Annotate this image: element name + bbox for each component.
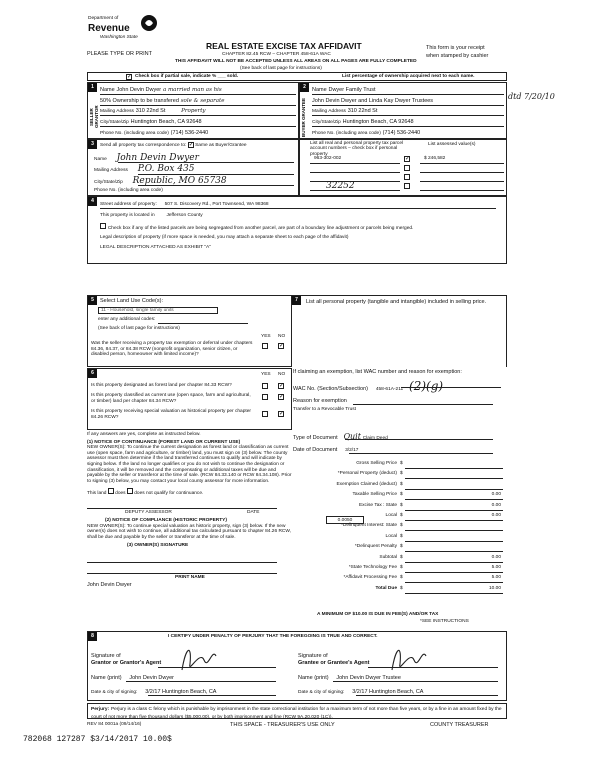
street-section	[87, 196, 507, 264]
partial-sale-checkbox[interactable]	[126, 74, 132, 80]
does-not-label: does not	[134, 490, 153, 496]
calc-label: *Delinquent Penalty	[354, 544, 397, 550]
section-badge-6: 6	[88, 369, 97, 378]
land-use-yes: YES	[261, 334, 271, 339]
buyer-name-label: Name	[312, 87, 327, 93]
land-use-code: 11 - Household, single family units	[101, 308, 174, 313]
calc-label: *Personal Property (deduct)	[337, 471, 397, 477]
treasurer-use: THIS SPACE - TREASURER'S USE ONLY	[230, 722, 335, 728]
does-checkbox[interactable]	[108, 488, 114, 494]
forest-q1-no[interactable]	[278, 383, 284, 389]
legal-label: Legal description of property (if more space is needed, you may attach a separate sheet to each page of the affidavit)	[100, 235, 349, 240]
land-use-section	[87, 295, 292, 367]
minimum-notice: A MINIMUM OF $10.00 IS DUE IN FEE(S) AND/OR TAX	[317, 612, 439, 617]
tax-corr-mailing[interactable]: P.O. Box 435	[137, 164, 195, 174]
form-title: REAL ESTATE EXCISE TAX AFFIDAVIT	[206, 41, 362, 51]
doc-type-label: Type of Document	[293, 435, 338, 441]
land-use-label: Select Land Use Code(s):	[100, 298, 163, 304]
tax-corr-phone-label: Phone No. (including area code)	[94, 188, 163, 193]
grantee-sig-label2: Grantee or Grantee's Agent	[298, 660, 370, 666]
exemption-reason[interactable]: Transfer to a Revocable Trust	[293, 407, 357, 412]
forest-q2: Is this property classified as current use (open space, farm and agricultural, or timber) land per chapter 84.34 RCW?	[91, 393, 251, 404]
same-as-buyer-label: Same as Buyer/Grantee	[195, 143, 247, 148]
perjury-section	[87, 703, 507, 719]
exemption-no-checkbox[interactable]	[278, 343, 284, 349]
perjury-label: Perjury:	[91, 707, 110, 712]
form-warning: THIS AFFIDAVIT WILL NOT BE ACCEPTED UNLESS ALL AREAS ON ALL PAGES ARE FULLY COMPLETED	[175, 59, 417, 64]
buyer-date-handwritten: dtd 7/20/10	[508, 92, 555, 101]
grantor-name-label: Name (print)	[91, 675, 122, 681]
same-as-buyer-checkbox[interactable]	[188, 142, 194, 148]
grantor-signature[interactable]	[178, 642, 218, 676]
calc-dollar: $	[400, 565, 403, 570]
doc-type-handwritten: Quit	[343, 432, 361, 441]
parcel-personal-checkbox[interactable]	[404, 156, 410, 162]
section-badge-2: 2	[300, 83, 309, 92]
grantor-sig-label2: Grantor or Grantor's Agent	[91, 660, 162, 666]
does-label: does	[115, 490, 126, 496]
calc-dollar: $	[400, 481, 403, 487]
parcel-personal-checkbox[interactable]	[404, 183, 410, 189]
buyer-phone[interactable]: (714) 536-2440	[382, 130, 421, 136]
calc-label: Excise Tax : State	[358, 502, 397, 508]
this-land-label: This land	[87, 490, 107, 496]
exemption-yes-checkbox[interactable]	[262, 343, 268, 349]
dor-logo	[88, 14, 160, 52]
calc-label: Gross Selling Price	[356, 461, 397, 466]
deputy-assessor-label: DEPUTY ASSESSOR	[125, 510, 172, 516]
land-use-code-select[interactable]	[98, 307, 218, 314]
partial-sale-row	[87, 72, 507, 81]
tax-corr-mailing-label: Mailing Address	[94, 168, 128, 173]
calc-dollar: $	[400, 575, 403, 581]
seller-city-label: City/State/Zip	[100, 120, 129, 125]
buyer-name[interactable]: Dwyer Family Trust	[328, 87, 376, 93]
grantee-sig-label: Signature of	[298, 653, 328, 659]
seller-section	[87, 82, 299, 139]
buyer-line2[interactable]: John Devin Dwyer and Linda Kay Dwyer Trustees	[312, 98, 434, 104]
reason-label: Reason for exemption	[293, 398, 347, 404]
exemption-label: If claiming an exemption, list WAC number and reason for exemption:	[293, 369, 462, 375]
print-name-label: PRINT NAME	[175, 575, 205, 581]
seller-mailing[interactable]: 310 22nd St	[135, 108, 166, 114]
calc-value[interactable]: 0.00	[491, 492, 501, 498]
forest-q3-no[interactable]	[278, 411, 284, 417]
grantor-date-city[interactable]: 3/2/17 Huntington Beach, CA	[145, 689, 217, 695]
tax-corr-name[interactable]: John Devin Dwyer	[116, 153, 199, 163]
dept-line3: Washington State	[100, 35, 138, 40]
grantor-name[interactable]: John Devin Dwyer	[129, 675, 175, 681]
county-treasurer: COUNTY TREASURER	[430, 722, 489, 728]
parcel-assessed-value[interactable]: $ 246,582	[424, 156, 446, 161]
calc-dollar: $	[400, 461, 403, 466]
grantee-name-label: Name (print)	[298, 675, 329, 681]
calc-dollar: $	[400, 554, 403, 560]
notice2-text: NEW OWNER(S): To continue special valuation as historic property, sign (3) below. If the new owner(s) does not wish to continue, all additional tax calculated pursuant to chapter 84.26 RCW, shall be due and payable by the seller or transferor at the time of sale.	[87, 523, 291, 540]
parcel-personal-checkbox[interactable]	[404, 165, 410, 171]
calc-dollar: $	[400, 533, 403, 539]
qualify-label: qualify for continuance.	[154, 490, 204, 496]
forest-q2-yes[interactable]	[262, 394, 268, 400]
dept-line2: Revenue	[88, 23, 130, 34]
calc-dollar: $	[400, 471, 403, 477]
calc-value[interactable]: 10.00	[488, 585, 501, 591]
forest-notices	[87, 432, 292, 588]
seller-mailing-label: Mailing Address	[100, 109, 134, 114]
calc-value[interactable]: 0.00	[491, 554, 501, 560]
notice1-title: (1) NOTICE OF CONTINUANCE (FOREST LAND OR CURRENT USE)	[87, 439, 241, 445]
located-label: This property is located in	[100, 213, 155, 218]
seller-name-handwritten: a married man as his	[162, 87, 222, 93]
segregation-checkbox[interactable]	[100, 223, 106, 229]
buyer-section	[299, 82, 507, 139]
forest-q3: Is this property receiving special valuation as historical property per chapter 84.26 RCW?	[91, 409, 251, 420]
seller-phone[interactable]: (714) 536-2440	[170, 130, 209, 136]
calc-label: Taxable Selling Price	[352, 492, 397, 498]
parcels-header: List all real and personal property tax parcel account numbers – check box if personal property	[310, 141, 404, 157]
calc-label: Local	[385, 513, 397, 518]
calc-label: *State Technology Fee	[348, 565, 397, 570]
calc-dollar: $	[400, 492, 403, 498]
seller-property-handwritten: Property	[181, 108, 206, 114]
ownership-note: List percentage of ownership acquired next to each name.	[342, 74, 475, 79]
personal-property-section	[292, 295, 507, 367]
forest-no: NO	[278, 372, 286, 377]
exemption-section	[293, 369, 507, 453]
see-instructions: *SEE INSTRUCTIONS	[420, 619, 469, 624]
doc-date-label: Date of Document	[293, 447, 338, 453]
wac-handwritten: (2)(g)	[409, 379, 444, 393]
section-badge-5: 5	[88, 296, 97, 305]
buyer-mailing[interactable]: 310 22nd St	[347, 108, 378, 114]
county[interactable]: Jefferson County	[166, 213, 203, 218]
grantee-name[interactable]: John Devin Dwyer Trustee	[336, 675, 401, 681]
calc-dollar: $	[400, 523, 403, 529]
calc-dollar: $	[400, 513, 403, 518]
calc-label: Local	[385, 533, 397, 539]
forest-q2-no[interactable]	[278, 394, 284, 400]
certify-text: I CERTIFY UNDER PENALTY OF PERJURY THAT THE FOREGOING IS TRUE AND CORRECT.	[168, 634, 378, 639]
land-use-see-back: (See back of last page for instructions)	[98, 326, 180, 331]
grantor-date-city-label: Date & city of signing:	[91, 690, 138, 695]
calc-value[interactable]: 5.00	[491, 565, 501, 570]
grantee-date-city-label: Date & city of signing:	[298, 690, 345, 695]
tax-calculation	[293, 461, 507, 597]
local-rate[interactable]: 0.0050	[326, 516, 364, 524]
tax-corr-name-label: Name	[94, 157, 107, 162]
parcel-number[interactable]: 963-302-002	[314, 156, 342, 161]
forest-instructions: If any answers are yes, complete as instructed below.	[87, 432, 201, 437]
treasurer-stamp: 782068 127287 $3/14/2017 10.00$	[23, 735, 172, 744]
revision-number: REV 84 0001a (09/14/16)	[87, 722, 142, 727]
section-badge-4: 4	[88, 197, 97, 206]
wac-label: WAC No. (Section/Subsection)	[293, 386, 368, 392]
parcel-personal-checkbox[interactable]	[404, 174, 410, 180]
calc-value[interactable]: 5.00	[491, 575, 501, 581]
form-chapter: CHAPTER 82.45 RCW – CHAPTER 458-61A WAC	[222, 52, 331, 57]
forest-section	[87, 368, 292, 430]
owner-signature-title: (3) OWNER(S) SIGNATURE	[127, 542, 189, 548]
parcels-section	[299, 139, 507, 196]
buyer-city[interactable]: Huntington Beach, CA 92648	[342, 119, 414, 125]
please-type: PLEASE TYPE OR PRINT	[87, 51, 153, 57]
buyer-city-label: City/State/Zip	[312, 120, 341, 125]
seller-line2[interactable]: 50% Ownership to be transfered	[100, 98, 179, 104]
calc-label: Exemption Claimed (deduct)	[336, 481, 397, 487]
section-badge-8: 8	[88, 632, 97, 641]
seller-phone-label: Phone No. (including area code)	[100, 131, 169, 136]
tax-corr-city[interactable]: Republic, MO 65738	[132, 176, 227, 186]
calc-label: *Affidavit Processing Fee	[343, 575, 397, 581]
buyer-mailing-label: Mailing Address	[312, 109, 346, 114]
additional-codes-label: enter any additional codes:	[98, 317, 156, 322]
does-not-checkbox[interactable]	[127, 488, 133, 494]
perjury-text: Perjury is a class C felony which is punishable by imprisonment in the state correctional institution for a maximum term of not more than five years, or by a fine in an amount fixed by the court of not more than five thousand dollars ($5,000.00), or by both imprisonment and fine (RCW 9A.20.020 (1C)).	[91, 707, 502, 720]
notice1-text: NEW OWNER(S): To continue the current designation as forest land or classification as current use (open space, farm and agriculture, or timber) land, you must sign on (3) below. The county assessor must then determine if the land transferred continues to qualify and will indicate by signing below. If the land no longer qualifies or you do not wish to continue the designation or classification, it will be removed and the compensating or additional taxes will be due and payable by the seller or transferor at the time of sale. (RCW 84.33.140 or RCW 84.34.108). Prior to signing (3) below, you may contact your local county assessor for more information.	[87, 445, 292, 484]
tax-corr-city-label: City/State/Zip	[94, 180, 123, 185]
form-see-back: (See back of last page for instructions)	[240, 66, 322, 71]
tax-corr-label: Send all property tax correspondence to:	[100, 143, 187, 148]
certify-section	[87, 631, 507, 701]
grantee-signature[interactable]	[388, 642, 428, 676]
parcel-number[interactable]: 32252	[326, 181, 355, 191]
buyer-phone-label: Phone No. (including area code)	[312, 131, 381, 136]
calc-dollar: $	[400, 544, 403, 550]
section-badge-7: 7	[292, 296, 301, 305]
buyer-side-label: BUYER GRANTEE	[301, 97, 306, 137]
seller-side-label: SELLER GRANTOR	[89, 105, 100, 129]
notice2-title: (2) NOTICE OF COMPLIANCE (HISTORIC PROPERTY)	[105, 518, 227, 524]
grantor-sig-label: Signature of	[91, 653, 121, 659]
doc-type[interactable]: Claim Deed	[362, 436, 388, 441]
calc-label: Subtotal	[379, 554, 397, 560]
dor-logo-icon	[140, 14, 158, 32]
segregation-label: Check box if any of the listed parcels are being segregated from another parcel, are part of a boundary line adjustment or parcels being merged.	[107, 226, 414, 231]
calc-label: *Delinquent Interest: State	[341, 523, 397, 529]
exemption-question: Was the seller receiving a property tax exemption or deferral under chapters 84.36, 84.37, or 84.38 RCW (nonprofit organization, senior citizen, or disabled person, homeowner with limited income)?	[91, 341, 253, 358]
deputy-date-label: DATE	[247, 510, 260, 516]
dept-line1: Department of	[88, 16, 119, 21]
partial-sale-label: Check box if partial sale, indicate % ___ sold.	[135, 74, 239, 79]
calc-value[interactable]: 0.00	[491, 502, 501, 508]
wac-number[interactable]: 458-61A-211	[375, 387, 404, 392]
grantee-date-city[interactable]: 3/2/17 Huntington Beach, CA	[352, 689, 424, 695]
seller-city[interactable]: Huntington Beach, CA 92648	[130, 119, 202, 125]
forest-q1: Is this property designated as forest land per chapter 84.33 RCW?	[91, 383, 232, 388]
forest-q1-yes[interactable]	[262, 383, 268, 389]
personal-property-text: List all personal property (tangible and intangible) included in selling price.	[306, 299, 487, 305]
calc-label: Total Due	[375, 585, 397, 591]
doc-date[interactable]: 3/2/17	[345, 448, 359, 453]
forest-yes: YES	[261, 372, 271, 377]
calc-value[interactable]: 0.00	[491, 513, 501, 518]
print-name[interactable]: John Devin Dwyer	[87, 581, 132, 588]
section-badge-1: 1	[88, 83, 97, 92]
calc-dollar: $	[400, 585, 403, 591]
seller-name[interactable]: John Devin Dwyer	[116, 87, 162, 93]
tax-correspondence-section	[87, 139, 299, 196]
forest-q3-yes[interactable]	[262, 411, 268, 417]
legal-description[interactable]: LEGAL DESCRIPTION ATTACHED AS EXHIBIT "A"	[100, 245, 211, 250]
calc-dollar: $	[400, 502, 403, 508]
receipt-note2: when stamped by cashier	[426, 53, 489, 59]
assessed-header: List assessed value(s)	[428, 142, 476, 147]
street-label: Street address of property:	[100, 202, 157, 207]
section-badge-3: 3	[88, 140, 97, 149]
seller-line2-handwritten: sole & separate	[180, 98, 225, 104]
street-address[interactable]: 507 S. Discovery Rd., Port Townsend, WA 98368	[164, 202, 269, 207]
seller-name-label: Name	[100, 87, 115, 93]
receipt-note1: This form is your receipt	[426, 45, 485, 51]
land-use-no: NO	[278, 334, 286, 339]
